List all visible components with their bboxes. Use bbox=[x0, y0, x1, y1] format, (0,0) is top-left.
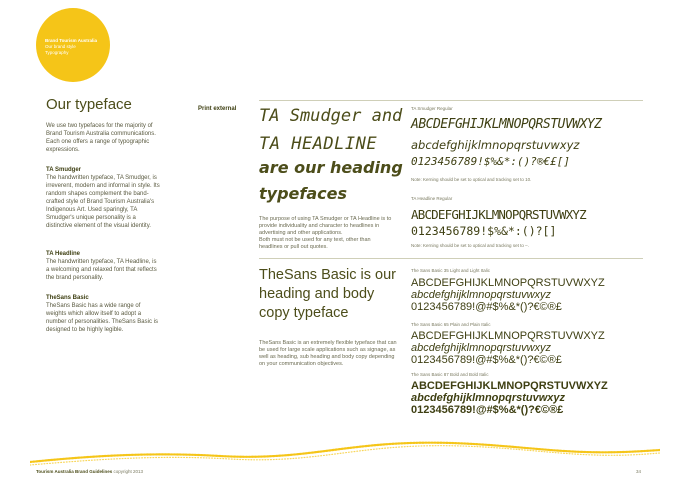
smudger-numerals: 0123456789!$%&*:()?®€£[] bbox=[411, 155, 570, 168]
divider-top bbox=[259, 100, 643, 101]
usage-text: Both must not be used for any text, other than headlines or pull out quotes. bbox=[259, 237, 371, 250]
badge-line-1: Brand Tourism Australia bbox=[45, 38, 98, 43]
headline-spec-label: TA Headline Regular bbox=[411, 196, 453, 201]
smudger-lowercase: abcdefghijklmnopqrstuvwxyz bbox=[411, 138, 580, 152]
sans35-lowercase: abcdefghijklmnopqrstuvwxyz bbox=[411, 289, 552, 301]
badge-line-3: Typography bbox=[45, 50, 69, 55]
sans35-numerals: 0123456789!@#$%&*()?€©®£ bbox=[411, 301, 562, 313]
headline-line-1: TA Smudger and bbox=[259, 106, 403, 126]
sans65-uppercase: ABCDEFGHIJKLMNOPQRSTUVWXYZ bbox=[411, 330, 605, 342]
page-title: Our typeface bbox=[46, 96, 132, 113]
sans65-lowercase: abcdefghijklmnopqrstuvwxyz bbox=[411, 342, 552, 354]
headline-numerals: 0123456789!$%&*:()?[] bbox=[411, 224, 557, 238]
decorative-wave bbox=[30, 434, 660, 474]
sans35-uppercase: ABCDEFGHIJKLMNOPQRSTUVWXYZ bbox=[411, 277, 605, 289]
headline-line-3: are our heading bbox=[259, 158, 403, 177]
smudger-body: The handwritten typeface, TA Smudger, is irreverent, modern and informal in style. Its random shapes complement the band-crafted style of Brand Tourism Australia's Indigenous Art. Used sparingly, TA Smudger's unique personality is a distinctive element of the visual identity. bbox=[46, 175, 160, 229]
sans87-lowercase: abcdefghijklmnopqrstuvwxyz bbox=[411, 392, 566, 404]
footer-copyright: copyright 2013 bbox=[112, 469, 144, 474]
intro-text: We use two typefaces for the majority of Brand Tourism Australia communications. Each one offers a range of typographic expressions. bbox=[46, 123, 156, 153]
sans-heading: TheSans Basic is our heading and body copy typeface bbox=[259, 267, 397, 321]
headline-heading: TA Headline bbox=[46, 251, 81, 257]
smudger-uppercase: ABCDEFGHIJKLMNOPQRSTUVWXYZ bbox=[411, 117, 602, 132]
headline-body: The handwritten typeface, TA Headline, is a welcoming and relaxed font that reflects the brand personality. bbox=[46, 259, 157, 281]
section-label: Print external bbox=[198, 106, 237, 112]
footer bbox=[36, 469, 143, 474]
headline-uppercase: ABCDEFGHIJKLMNOPQRSTUVWXYZ bbox=[411, 207, 586, 222]
sans87-label: The Sans Basic 87 Bold and Bold Italic bbox=[411, 372, 489, 377]
smudger-spec-label: TA Smudger Regular bbox=[411, 106, 453, 111]
sans-heading-left: TheSans Basic bbox=[46, 295, 89, 301]
sans65-label: The Sans Basic 65 Plain and Plain Italic bbox=[411, 322, 491, 327]
badge-line-2: Our brand style bbox=[45, 44, 76, 49]
sans87-uppercase: ABCDEFGHIJKLMNOPQRSTUVWXYZ bbox=[411, 380, 608, 392]
headline-note: Note: Kerning should be set to optical and tracking set to –. bbox=[411, 243, 529, 248]
sans-body-left: TheSans Basic has a wide range of weights which allow itself to adopt a number of personalities. TheSans Basic is designed to be highly legible. bbox=[46, 303, 158, 333]
sans65-numerals: 0123456789!@#$%&*()?€©®£ bbox=[411, 354, 562, 366]
sans-body: TheSans Basic is an extremely flexible typeface that can be used for large scale applications such as signage, as well as heading, sub heading and body copy depending on your communication objectives. bbox=[259, 340, 397, 367]
purpose-text: The purpose of using TA Smudger or TA Headline is to provide individuality and character to headlines in advertising and other applications. bbox=[259, 216, 392, 236]
smudger-note: Note: Kerning should be set to optical and tracking set to 10. bbox=[411, 177, 532, 182]
section-badge bbox=[36, 8, 110, 82]
divider-middle bbox=[259, 258, 643, 259]
footer-title: Tourism Australia Brand Guidelines bbox=[36, 469, 113, 474]
sans87-numerals: 0123456789!@#$%&*()?€©®£ bbox=[411, 404, 564, 416]
sans35-label: The Sans Basic 35 Light and Light Italic bbox=[411, 268, 491, 273]
headline-line-2: TA HEADLINE bbox=[259, 134, 378, 154]
smudger-heading: TA Smudger bbox=[46, 167, 82, 173]
headline-line-4: typefaces bbox=[259, 184, 347, 203]
page-number: 34 bbox=[636, 469, 642, 474]
